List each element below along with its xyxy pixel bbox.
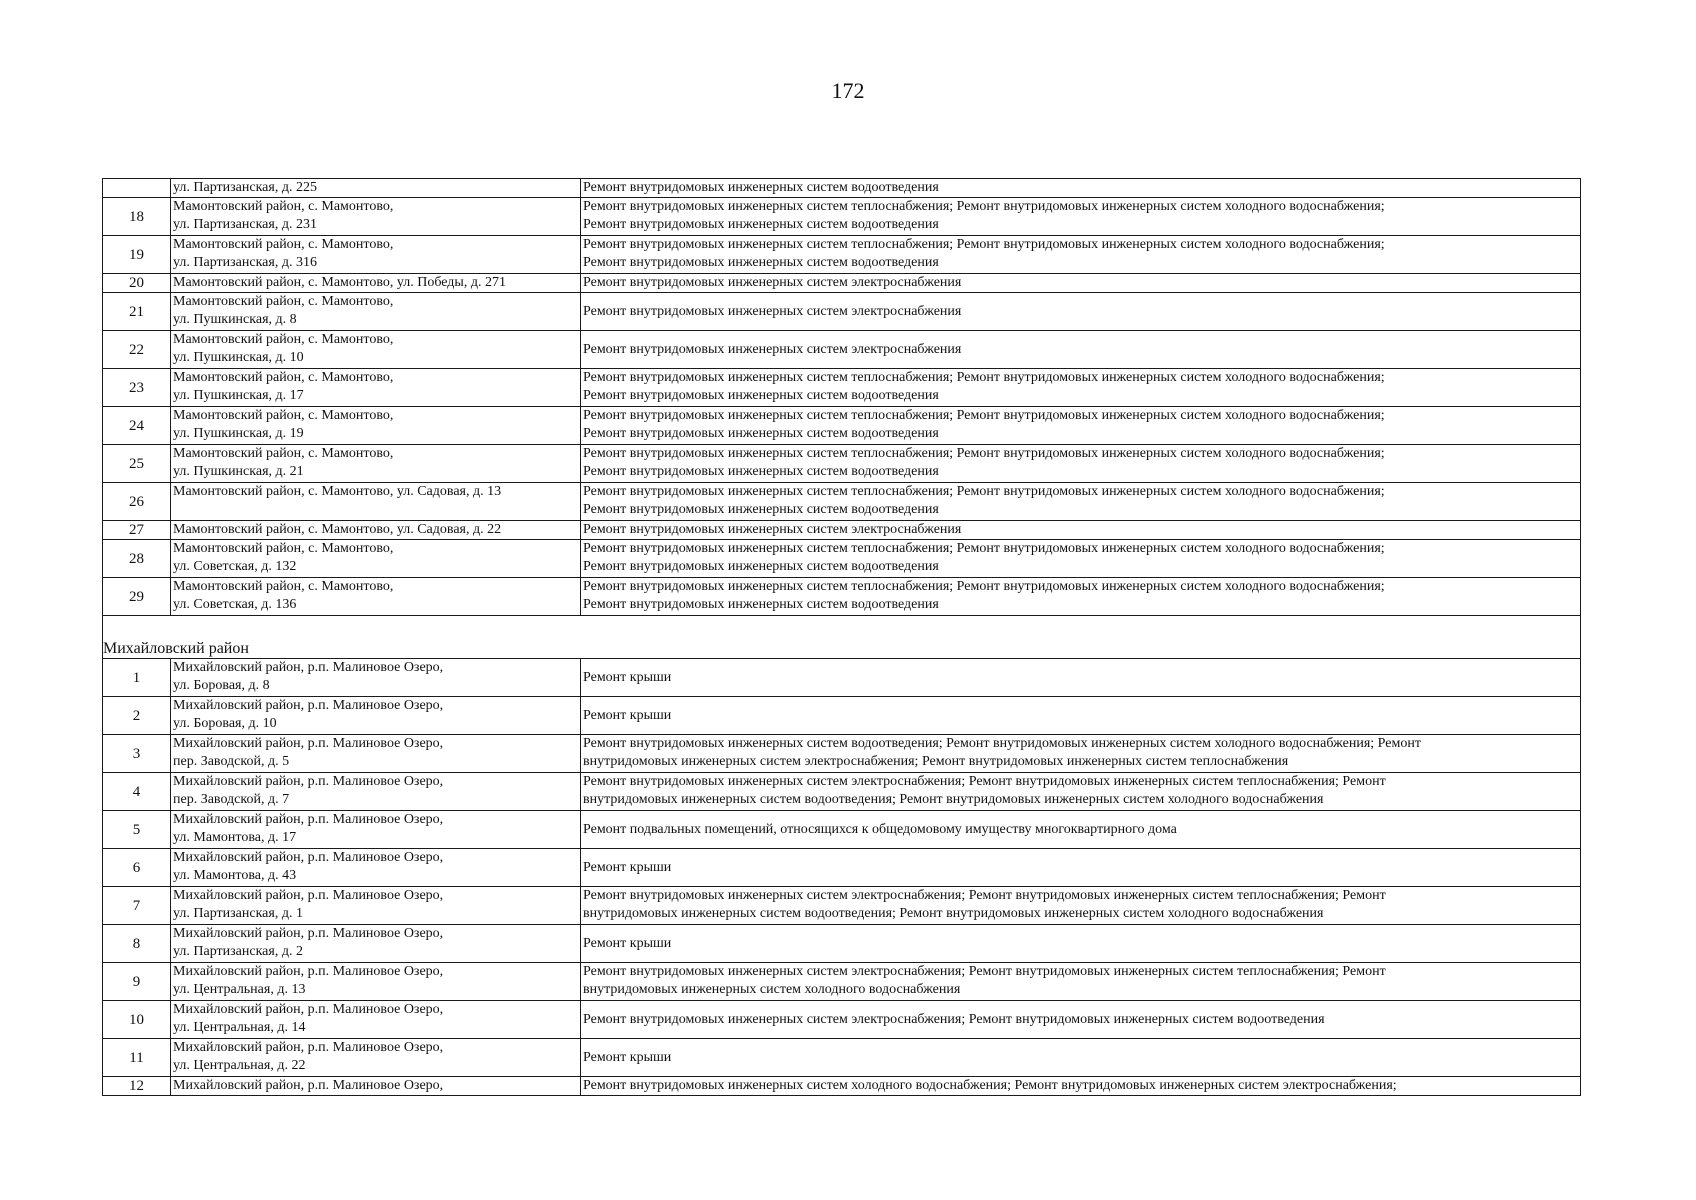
work-type-line: Ремонт внутридомовых инженерных систем водоотведения: [583, 426, 939, 441]
row-number: 20: [103, 274, 171, 293]
repair-program-table: [102, 178, 1580, 1096]
row-number: [103, 179, 171, 198]
address-line: Мамонтовский район, с. Мамонтово, ул. Садовая, д. 22: [173, 522, 502, 537]
row-number: 8: [103, 925, 171, 963]
address-cell: [171, 773, 581, 811]
table-row: [103, 483, 1581, 521]
table-row: [103, 925, 1581, 963]
work-type-cell: [581, 369, 1581, 407]
work-type-line: Ремонт внутридомовых инженерных систем электроснабжения: [583, 303, 962, 319]
work-type-cell: [581, 1077, 1581, 1096]
row-number: 7: [103, 887, 171, 925]
table-row: [103, 1039, 1581, 1077]
row-number: 9: [103, 963, 171, 1001]
work-type-line: Ремонт внутридомовых инженерных систем теплоснабжения; Ремонт внутридомовых инженерных систем холодного водоснабжения;: [583, 237, 1385, 252]
work-type-line: Ремонт внутридомовых инженерных систем водоотведения: [583, 464, 939, 479]
address-line: Мамонтовский район, с. Мамонтово,: [173, 579, 394, 594]
address-line: Мамонтовский район, с. Мамонтово,: [173, 408, 394, 423]
work-type-cell: [581, 540, 1581, 578]
row-number: 19: [103, 236, 171, 274]
row-number: 2: [103, 697, 171, 735]
address-line: Мамонтовский район, с. Мамонтово,: [173, 237, 394, 252]
address-line: пер. Заводской, д. 5: [173, 754, 290, 769]
work-type-line: Ремонт подвальных помещений, относящихся к общедомовому имуществу многоквартирного дома: [583, 821, 1177, 837]
row-number: 5: [103, 811, 171, 849]
table-section-mamontovsky: [103, 179, 1581, 616]
work-type-line: Ремонт крыши: [583, 859, 672, 875]
address-cell: [171, 407, 581, 445]
section-row: [103, 616, 1581, 659]
address-line: Михайловский район, р.п. Малиновое Озеро,: [173, 1002, 444, 1017]
address-cell: [171, 735, 581, 773]
work-type-line: внутридомовых инженерных систем электроснабжения; Ремонт внутридомовых инженерных систем теплоснабжения: [583, 754, 1289, 769]
work-type-cell: [581, 735, 1581, 773]
work-type-cell: [581, 697, 1581, 735]
row-number: 28: [103, 540, 171, 578]
row-number: 10: [103, 1001, 171, 1039]
address-cell: [171, 887, 581, 925]
work-type-line: Ремонт внутридомовых инженерных систем холодного водоснабжения; Ремонт внутридомовых инженерных систем электроснабжения;: [583, 1078, 1397, 1093]
address-cell: [171, 697, 581, 735]
address-line: ул. Боровая, д. 8: [173, 678, 270, 693]
work-type-line: Ремонт внутридомовых инженерных систем электроснабжения; Ремонт внутридомовых инженерных систем теплоснабжения; Ремонт: [583, 888, 1386, 903]
address-cell: [171, 274, 581, 293]
table-row: [103, 697, 1581, 735]
address-line: Михайловский район, р.п. Малиновое Озеро,: [173, 1078, 444, 1093]
work-type-line: Ремонт внутридомовых инженерных систем электроснабжения: [583, 275, 962, 290]
work-type-line: Ремонт внутридомовых инженерных систем теплоснабжения; Ремонт внутридомовых инженерных систем холодного водоснабжения;: [583, 579, 1385, 594]
work-type-line: Ремонт внутридомовых инженерных систем водоотведения: [583, 388, 939, 403]
work-type-line: Ремонт крыши: [583, 707, 672, 723]
row-number: 1: [103, 659, 171, 697]
address-cell: [171, 578, 581, 616]
table-row: [103, 659, 1581, 697]
work-type-line: внутридомовых инженерных систем холодного водоснабжения: [583, 982, 961, 997]
address-line: Михайловский район, р.п. Малиновое Озеро,: [173, 660, 444, 675]
row-number: 27: [103, 521, 171, 540]
work-type-line: Ремонт внутридомовых инженерных систем электроснабжения; Ремонт внутридомовых инженерных систем теплоснабжения; Ремонт: [583, 774, 1386, 789]
table-row: [103, 887, 1581, 925]
row-number: 24: [103, 407, 171, 445]
address-line: Михайловский район, р.п. Малиновое Озеро,: [173, 850, 444, 865]
work-type-cell: [581, 773, 1581, 811]
table-row: [103, 274, 1581, 293]
work-type-cell: [581, 293, 1581, 331]
work-type-line: внутридомовых инженерных систем водоотведения; Ремонт внутридомовых инженерных систем холодного водоснабжения: [583, 792, 1324, 807]
address-line: пер. Заводской, д. 7: [173, 792, 290, 807]
work-type-cell: [581, 331, 1581, 369]
work-type-cell: [581, 811, 1581, 849]
row-number: 21: [103, 293, 171, 331]
table-row: [103, 811, 1581, 849]
page-number: 172: [831, 78, 865, 103]
address-line: ул. Центральная, д. 22: [173, 1058, 306, 1073]
table-row: [103, 963, 1581, 1001]
address-cell: [171, 659, 581, 697]
address-line: Мамонтовский район, с. Мамонтово,: [173, 541, 394, 556]
address-cell: [171, 1001, 581, 1039]
work-type-cell: [581, 849, 1581, 887]
work-type-cell: [581, 659, 1581, 697]
work-type-cell: [581, 1039, 1581, 1077]
table-row: [103, 1077, 1581, 1096]
work-type-cell: [581, 963, 1581, 1001]
row-number: 29: [103, 578, 171, 616]
address-cell: [171, 483, 581, 521]
row-number: 22: [103, 331, 171, 369]
address-cell: [171, 963, 581, 1001]
address-line: Мамонтовский район, с. Мамонтово, ул. Садовая, д. 13: [173, 484, 502, 499]
address-line: ул. Центральная, д. 13: [173, 982, 306, 997]
work-type-cell: [581, 198, 1581, 236]
address-line: ул. Партизанская, д. 225: [173, 180, 317, 195]
work-type-line: Ремонт внутридомовых инженерных систем водоотведения: [583, 502, 939, 517]
row-number: 23: [103, 369, 171, 407]
address-line: Мамонтовский район, с. Мамонтово,: [173, 370, 394, 385]
address-line: ул. Партизанская, д. 231: [173, 217, 317, 232]
address-line: ул. Пушкинская, д. 8: [173, 312, 297, 327]
address-cell: [171, 1039, 581, 1077]
address-line: ул. Советская, д. 136: [173, 597, 297, 612]
table-row: [103, 1001, 1581, 1039]
row-number: 3: [103, 735, 171, 773]
work-type-line: Ремонт внутридомовых инженерных систем водоотведения: [583, 180, 939, 195]
row-number: 4: [103, 773, 171, 811]
address-cell: [171, 445, 581, 483]
table-row: [103, 236, 1581, 274]
work-type-line: Ремонт внутридомовых инженерных систем теплоснабжения; Ремонт внутридомовых инженерных систем холодного водоснабжения;: [583, 484, 1385, 499]
address-line: ул. Партизанская, д. 1: [173, 906, 303, 921]
work-type-cell: [581, 578, 1581, 616]
work-type-line: Ремонт внутридомовых инженерных систем теплоснабжения; Ремонт внутридомовых инженерных систем холодного водоснабжения;: [583, 408, 1385, 423]
address-cell: [171, 293, 581, 331]
work-type-line: Ремонт внутридомовых инженерных систем теплоснабжения; Ремонт внутридомовых инженерных систем холодного водоснабжения;: [583, 446, 1385, 461]
table-row: [103, 407, 1581, 445]
work-type-line: Ремонт внутридомовых инженерных систем водоотведения: [583, 559, 939, 574]
table-row: [103, 198, 1581, 236]
work-type-line: Ремонт крыши: [583, 669, 672, 685]
work-type-line: Ремонт внутридомовых инженерных систем электроснабжения: [583, 341, 962, 357]
work-type-cell: [581, 274, 1581, 293]
address-line: Михайловский район, р.п. Малиновое Озеро,: [173, 774, 444, 789]
address-line: Мамонтовский район, с. Мамонтово,: [173, 294, 394, 309]
table-row: [103, 369, 1581, 407]
address-cell: [171, 331, 581, 369]
work-type-line: Ремонт внутридомовых инженерных систем электроснабжения; Ремонт внутридомовых инженерных систем теплоснабжения; Ремонт: [583, 964, 1386, 979]
address-cell: [171, 236, 581, 274]
row-number: 12: [103, 1077, 171, 1096]
work-type-cell: [581, 483, 1581, 521]
table-row: [103, 521, 1581, 540]
address-line: Михайловский район, р.п. Малиновое Озеро,: [173, 812, 444, 827]
work-type-cell: [581, 887, 1581, 925]
table-row: [103, 735, 1581, 773]
address-line: ул. Мамонтова, д. 17: [173, 830, 297, 845]
work-type-line: Ремонт внутридомовых инженерных систем водоотведения: [583, 255, 939, 270]
table-row: [103, 179, 1581, 198]
address-line: Михайловский район, р.п. Малиновое Озеро,: [173, 698, 444, 713]
table-row: [103, 773, 1581, 811]
table-row: [103, 849, 1581, 887]
work-type-line: Ремонт внутридомовых инженерных систем водоотведения; Ремонт внутридомовых инженерных систем холодного водоснабжения; Ремонт: [583, 736, 1421, 751]
address-line: ул. Партизанская, д. 316: [173, 255, 317, 270]
repair-table: [102, 178, 1581, 1096]
address-line: ул. Пушкинская, д. 17: [173, 388, 304, 403]
address-line: Михайловский район, р.п. Малиновое Озеро,: [173, 888, 444, 903]
table-row: [103, 293, 1581, 331]
row-number: 18: [103, 198, 171, 236]
table-row: [103, 331, 1581, 369]
work-type-cell: [581, 236, 1581, 274]
address-line: Михайловский район, р.п. Малиновое Озеро,: [173, 736, 444, 751]
work-type-cell: [581, 179, 1581, 198]
address-cell: [171, 369, 581, 407]
address-line: Мамонтовский район, с. Мамонтово,: [173, 446, 394, 461]
address-line: ул. Центральная, д. 14: [173, 1020, 306, 1035]
table-row: [103, 540, 1581, 578]
address-line: Мамонтовский район, с. Мамонтово, ул. Победы, д. 271: [173, 275, 506, 290]
work-type-cell: [581, 407, 1581, 445]
address-line: ул. Боровая, д. 10: [173, 716, 277, 731]
address-cell: [171, 925, 581, 963]
work-type-line: Ремонт внутридомовых инженерных систем электроснабжения; Ремонт внутридомовых инженерных систем водоотведения: [583, 1011, 1325, 1027]
address-line: Михайловский район, р.п. Малиновое Озеро,: [173, 964, 444, 979]
work-type-line: внутридомовых инженерных систем водоотведения; Ремонт внутридомовых инженерных систем холодного водоснабжения: [583, 906, 1324, 921]
work-type-line: Ремонт крыши: [583, 1049, 672, 1065]
work-type-line: Ремонт внутридомовых инженерных систем водоотведения: [583, 597, 939, 612]
address-cell: [171, 521, 581, 540]
address-cell: [171, 1077, 581, 1096]
row-number: 6: [103, 849, 171, 887]
work-type-line: Ремонт внутридомовых инженерных систем теплоснабжения; Ремонт внутридомовых инженерных систем холодного водоснабжения;: [583, 199, 1385, 214]
address-line: ул. Советская, д. 132: [173, 559, 297, 574]
section-title: Михайловский район: [103, 616, 1581, 659]
work-type-cell: [581, 445, 1581, 483]
address-line: ул. Пушкинская, д. 21: [173, 464, 304, 479]
table-row: [103, 578, 1581, 616]
address-cell: [171, 179, 581, 198]
work-type-line: Ремонт внутридомовых инженерных систем водоотведения: [583, 217, 939, 232]
address-line: Михайловский район, р.п. Малиновое Озеро,: [173, 1040, 444, 1055]
work-type-line: Ремонт внутридомовых инженерных систем теплоснабжения; Ремонт внутридомовых инженерных систем холодного водоснабжения;: [583, 541, 1385, 556]
address-cell: [171, 849, 581, 887]
table-row: [103, 445, 1581, 483]
address-cell: [171, 198, 581, 236]
address-cell: [171, 540, 581, 578]
address-line: Мамонтовский район, с. Мамонтово,: [173, 332, 394, 347]
work-type-cell: [581, 925, 1581, 963]
address-line: ул. Пушкинская, д. 10: [173, 350, 304, 365]
address-cell: [171, 811, 581, 849]
address-line: ул. Партизанская, д. 2: [173, 944, 303, 959]
work-type-line: Ремонт крыши: [583, 935, 672, 951]
address-line: Михайловский район, р.п. Малиновое Озеро,: [173, 926, 444, 941]
work-type-line: Ремонт внутридомовых инженерных систем электроснабжения: [583, 522, 962, 537]
address-line: ул. Мамонтова, д. 43: [173, 868, 297, 883]
row-number: 25: [103, 445, 171, 483]
row-number: 11: [103, 1039, 171, 1077]
row-number: 26: [103, 483, 171, 521]
address-line: Мамонтовский район, с. Мамонтово,: [173, 199, 394, 214]
work-type-cell: [581, 521, 1581, 540]
work-type-line: Ремонт внутридомовых инженерных систем теплоснабжения; Ремонт внутридомовых инженерных систем холодного водоснабжения;: [583, 370, 1385, 385]
address-line: ул. Пушкинская, д. 19: [173, 426, 304, 441]
table-section-mikhaylovsky: [103, 659, 1581, 1096]
table-section-header: [103, 616, 1581, 659]
work-type-cell: [581, 1001, 1581, 1039]
